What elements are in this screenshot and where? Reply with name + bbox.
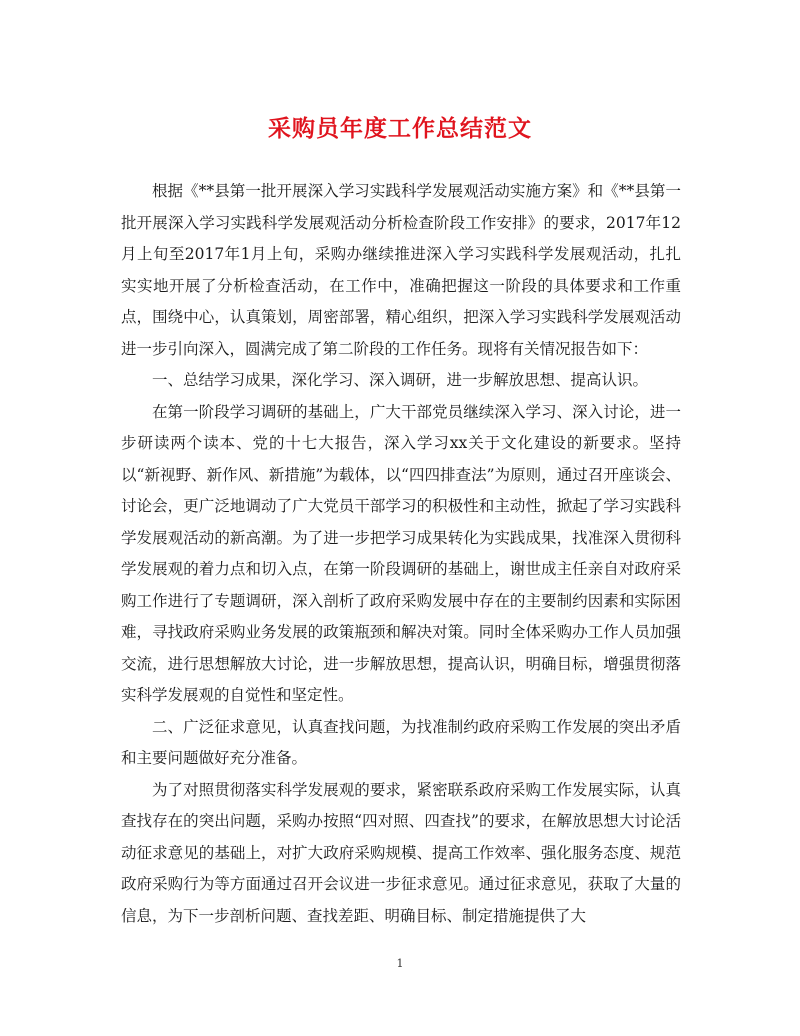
paragraph-section-1: 在第一阶段学习调研的基础上，广大干部党员继续深入学习、深入讨论，进一步研读两个读本、党的十七大报告，深入学习xx关于文化建设的新要求。坚持以“新视野、新作风、新措施”为载体，以“四四排查法”为原则，通过召开座谈会、讨论会，更广泛地调动了广大党员干部学习的积极性和主动性，掀起了学习实践科学发展观活动的新高潮。为了进一步把学习成果转化为实践成果，找准深入贯彻科学发展观的着力点和切入点，在第一阶段调研的基础上，谢世成主任亲自对政府采购工作进行了专题调研，深入剖析了政府采购发展中存在的主要制约因素和实际困难，寻找政府采购业务发展的政策瓶颈和解决对策。同时全体采购办工作人员加强交流，进行思想解放大讨论，进一步解放思想，提高认识，明确目标，增强贯彻落实科学发展观的自觉性和坚定性。 bbox=[121, 402, 681, 704]
paragraph-section-2: 为了对照贯彻落实科学发展观的要求，紧密联系政府采购工作发展实际，认真查找存在的突出问题，采购办按照“四对照、四查找”的要求，在解放思想大讨论活动征求意见的基础上，对扩大政府采购规模、提高工作效率、强化服务态度、规范政府采购行为等方面通过召开会议进一步征求意见。通过征求意见，获取了大量的信息，为下一步剖析问题、查找差距、明确目标、制定措施提供了大 bbox=[121, 780, 681, 925]
section-heading-1: 一、总结学习成果，深化学习、深入调研，进一步解放思想、提高认识。 bbox=[152, 371, 649, 389]
document-body bbox=[121, 176, 681, 932]
document-title: 采购员年度工作总结范文 bbox=[268, 115, 532, 142]
section-heading-2: 二、广泛征求意见，认真查找问题，为找准制约政府采购工作发展的突出矛盾和主要问题做好充分准备。 bbox=[121, 717, 681, 767]
page-number: 1 bbox=[396, 957, 404, 970]
paragraph-intro: 根据《**县第一批开展深入学习实践科学发展观活动实施方案》和《**县第一批开展深入学习实践科学发展观活动分析检查阶段工作安排》的要求，2017年12月上旬至2017年1月上旬，采购办继续推进深入学习实践科学发展观活动，扎扎实实地开展了分析检查活动，在工作中，准确把握这一阶段的具体要求和工作重点，围绕中心，认真策划，周密部署，精心组织，把深入学习实践科学发展观活动进一步引向深入，圆满完成了第二阶段的工作任务。现将有关情况报告如下： bbox=[121, 182, 681, 358]
